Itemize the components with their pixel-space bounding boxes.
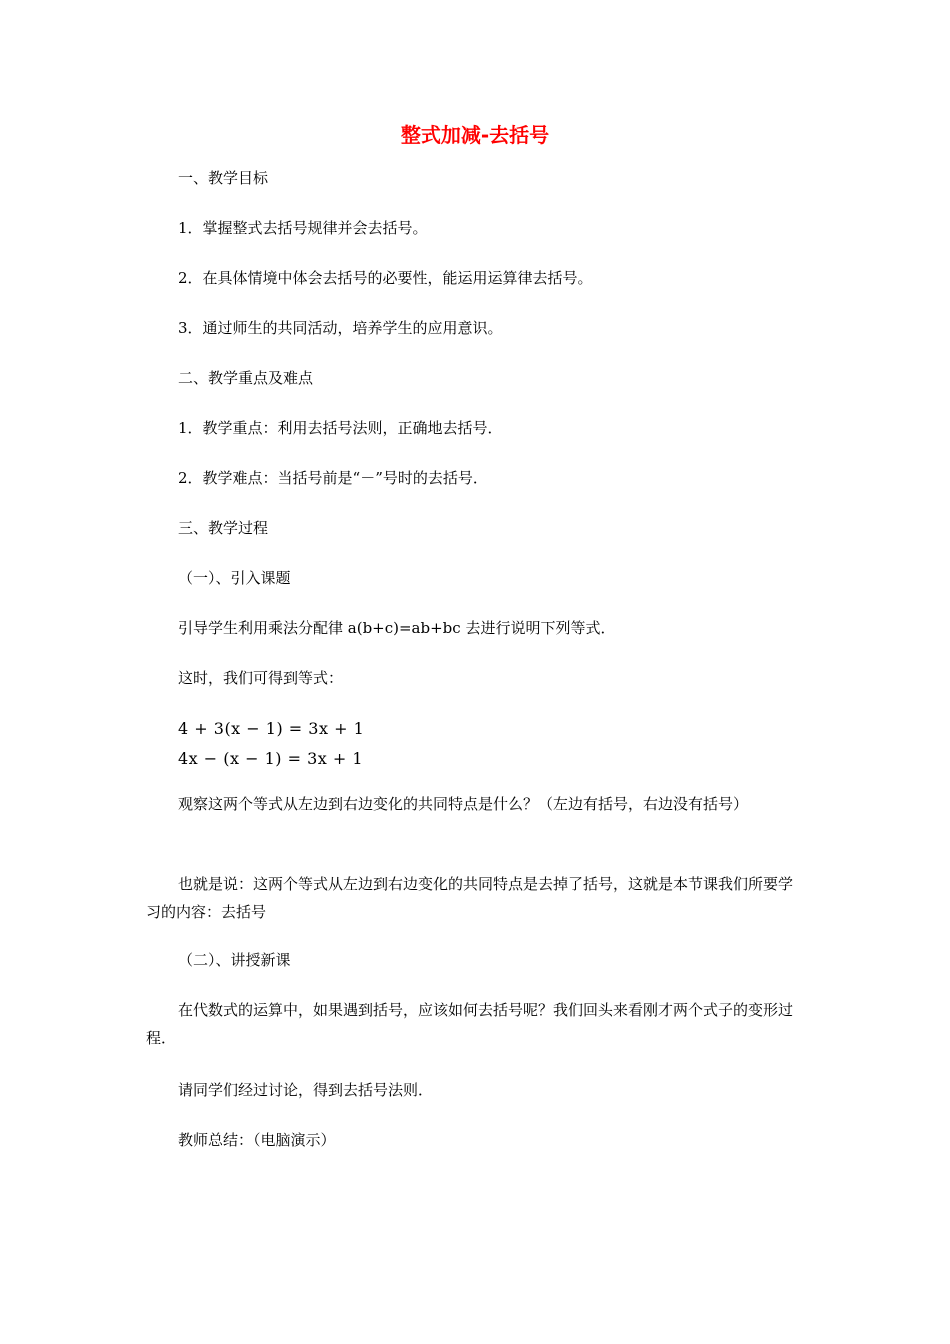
- new-lesson-heading: （二）、讲授新课: [178, 951, 291, 969]
- goal-2: 2．在具体情境中体会去括号的必要性，能运用运算律去括号。: [178, 269, 593, 287]
- new-lesson-paragraph: 在代数式的运算中，如果遇到括号，应该如何去括号呢？我们回头来看刚才两个式子的变形过程．: [146, 1001, 794, 1047]
- goal-1: 1．掌握整式去括号规律并会去括号。: [178, 219, 428, 237]
- key-point-2: 2．教学难点：当括号前是“－”号时的去括号．: [178, 469, 488, 487]
- goals-heading: 一、教学目标: [178, 169, 269, 187]
- document-title: 整式加减-去括号: [400, 123, 550, 147]
- observe-paragraph: 观察这两个等式从左边到右边变化的共同特点是什么？（左边有括号，右边没有括号）: [178, 795, 749, 813]
- teacher-summary: 教师总结：（电脑演示）: [178, 1131, 336, 1149]
- intro-text: 引导学生利用乘法分配律 a(b+c)=ab+bc 去进行说明下列等式．: [178, 619, 616, 637]
- equation-2: 4x − (x − 1) = 3x + 1: [178, 749, 364, 768]
- intro-heading: （一）、引入课题: [178, 569, 291, 587]
- key-point-1: 1．教学重点：利用去括号法则，正确地去括号．: [178, 419, 503, 437]
- equation-1: 4 + 3(x − 1) = 3x + 1: [178, 719, 365, 738]
- goal-3: 3．通过师生的共同活动，培养学生的应用意识。: [178, 319, 503, 337]
- conclusion-paragraph: 也就是说：这两个等式从左边到右边变化的共同特点是去掉了括号，这就是本节课我们所要学习的内容：去括号: [146, 875, 794, 921]
- intro-text-2: 这时，我们可得到等式：: [178, 669, 344, 687]
- discuss-text: 请同学们经过讨论，得到去括号法则．: [178, 1081, 434, 1099]
- process-heading: 三、教学过程: [178, 519, 269, 537]
- key-points-heading: 二、教学重点及难点: [178, 369, 314, 387]
